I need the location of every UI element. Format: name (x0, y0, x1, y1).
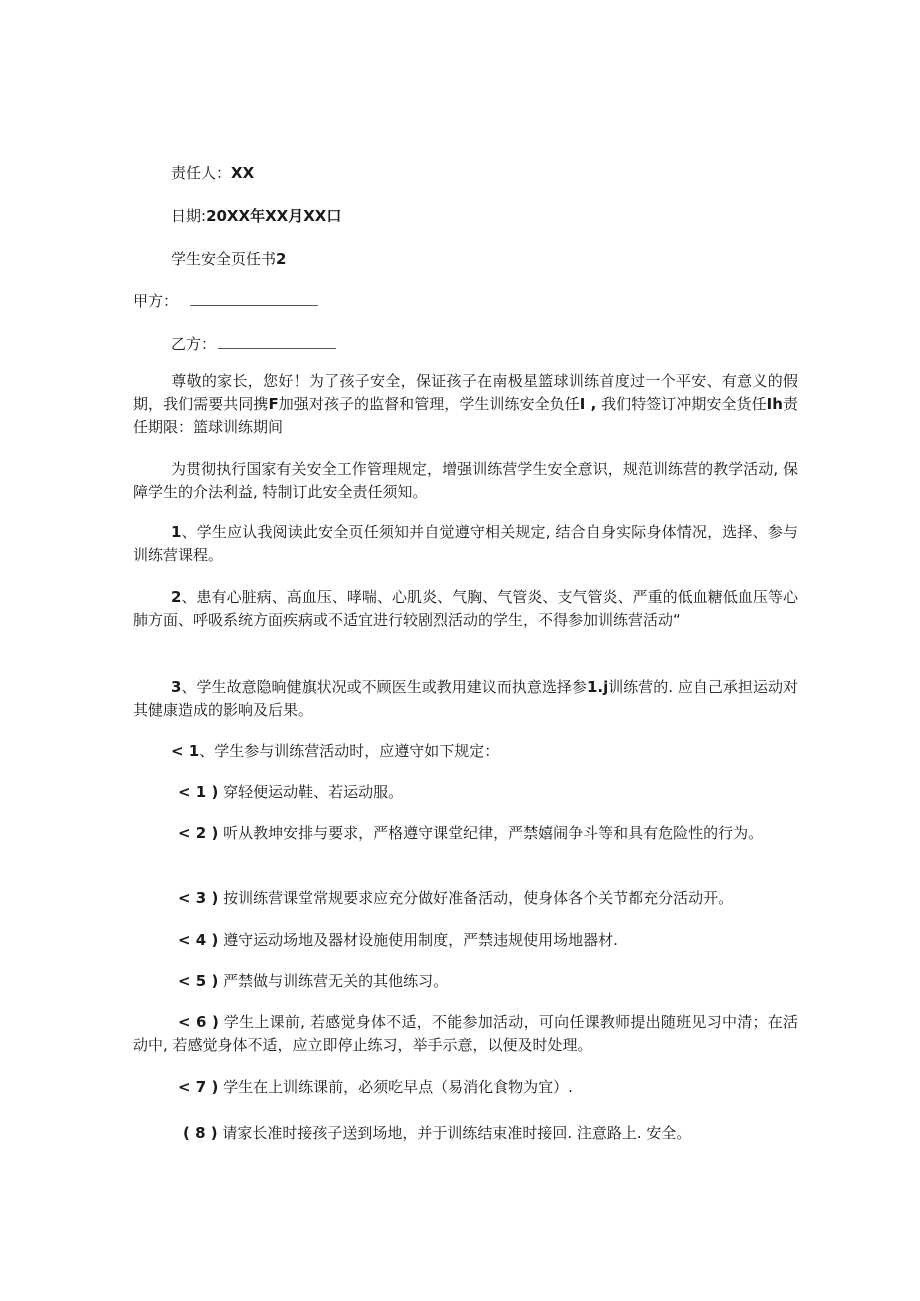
item-1-number: 1 (171, 523, 182, 541)
item-2-number: 2 (171, 588, 182, 606)
rule-7 (178, 1076, 573, 1098)
rule-3-text: 按训练营课堂常规要求应充分做好准备活动，使身体各个关节都充分活动开。 (218, 889, 734, 907)
intro-p1-part-b: F (268, 395, 279, 413)
rule-5-text: 严禁做与训练营无关的其他练习。 (218, 972, 449, 990)
date-line (171, 205, 341, 227)
rule-4 (178, 929, 618, 951)
intro-p1-part-d: I , (579, 395, 597, 413)
rule-1-number: < 1 ) (178, 783, 219, 801)
intro-p1-part-a: 尊敬的家长，您好！为了孩子安全，保证孩子在南极星篮球训练首度过一个平安、有意义的假期，我们需要共同携 (133, 372, 798, 413)
intro-p1-part-c: 加强对孩子的监督和管理，学生训练安全负任 (278, 395, 580, 413)
rule-2-number: < 2 ) (178, 824, 219, 842)
item-3-text-b: 1.j (586, 678, 609, 696)
item-2 (133, 586, 798, 632)
item-1-text: 、学生应认我阅读此安全页任须知并自觉遵守相关规定, 结合自身实际身体情况，选择、参与训练营课程。 (133, 523, 798, 564)
document-title (171, 248, 286, 270)
intro-paragraph-2 (133, 458, 798, 504)
party-b-blank (218, 334, 336, 349)
party-b-label: 乙方： (171, 335, 217, 353)
rule-5 (178, 970, 448, 992)
rule-7-text: 学生在上训练课前，必须吃早点（易消化食物为宜）. (218, 1078, 573, 1096)
party-a-line (133, 290, 318, 312)
intro-p1-part-f: Ih (766, 395, 783, 413)
document-title-number: 2 (276, 250, 287, 268)
item-4-prefix: < 1 (171, 742, 200, 760)
responsible-label: 责任人： (171, 164, 232, 182)
item-4 (171, 740, 499, 762)
rule-4-number: < 4 ) (178, 931, 219, 949)
rule-1-text: 穿轻便运动鞋、若运动服。 (218, 783, 404, 801)
item-3-number: 3 (171, 678, 182, 696)
rule-4-text: 遵守运动场地及器材设施使用制度，严禁违规使用场地器材. (218, 931, 618, 949)
intro-p1-part-g: 责任期限：篮球训练期间 (133, 395, 798, 436)
rule-8 (183, 1122, 691, 1144)
intro-paragraph-1 (133, 370, 798, 439)
rule-1 (178, 781, 403, 803)
rule-8-text: 请家长准时接孩子送到场地，并于训练结束准时接回. 注意路上. 安全。 (217, 1124, 692, 1142)
item-3-text-a: 、学生故意隐晌健旗状况或不顾医生或教用建议而执意选择参 (181, 678, 587, 696)
rule-7-number: < 7 ) (178, 1078, 219, 1096)
item-3-text-c: 训练营的. 应自己承担运动对其健康造成的影响及后果。 (133, 678, 798, 719)
rule-6-number: < 6 ) (178, 1013, 219, 1031)
item-2-text: 、患有心脏病、高血压、哮喘、心肌炎、气胸、气管炎、支气管炎、严重的低血糖低血压等心肺方面、呼吸系统方面疾病或不适宜进行较剧烈活动的学生，不得参加训练营活动“ (133, 588, 798, 629)
responsible-value: XX (231, 164, 255, 182)
document-title-text: 学生安全页任书 (171, 250, 277, 268)
intro-p1-part-e: 我们特签订冲期安全货任 (596, 395, 767, 413)
rule-3 (178, 887, 733, 909)
rule-2 (133, 822, 798, 845)
responsible-line (171, 162, 254, 184)
party-a-blank (190, 291, 318, 306)
date-value: 20XX年XX月XX口 (206, 207, 342, 225)
rule-6-text: 学生上课前, 若感觉身体不适，不能参加活动，可向任课教师提出随班见习中清；在活动中, 若感觉身体不适，应立即停止练习，举手示意，以便及时处理。 (133, 1013, 798, 1054)
rule-6 (133, 1011, 798, 1057)
item-3 (133, 676, 798, 722)
party-b-line (171, 333, 336, 355)
rule-3-number: < 3 ) (178, 889, 219, 907)
rule-2-text: 听从教坤安排与要求，严格遵守课堂纪律，严禁嬉闹争斗等和具有危险性的行为。 (218, 824, 764, 842)
rule-8-number: ( 8 ) (183, 1124, 218, 1142)
rule-5-number: < 5 ) (178, 972, 219, 990)
item-4-text: 、学生参与训练营活动时，应遵守如下规定： (199, 742, 500, 760)
item-1 (133, 521, 798, 567)
date-label: 日期: (171, 207, 207, 225)
party-a-label: 甲方： (133, 292, 179, 310)
intro-p2-text: 为贯彻执行国家有关安全工作管理规定，增强训练营学生安全意识，规范训练营的教学活动, 保障学生的介法利益, 特制订此安全责任须知。 (133, 460, 798, 501)
